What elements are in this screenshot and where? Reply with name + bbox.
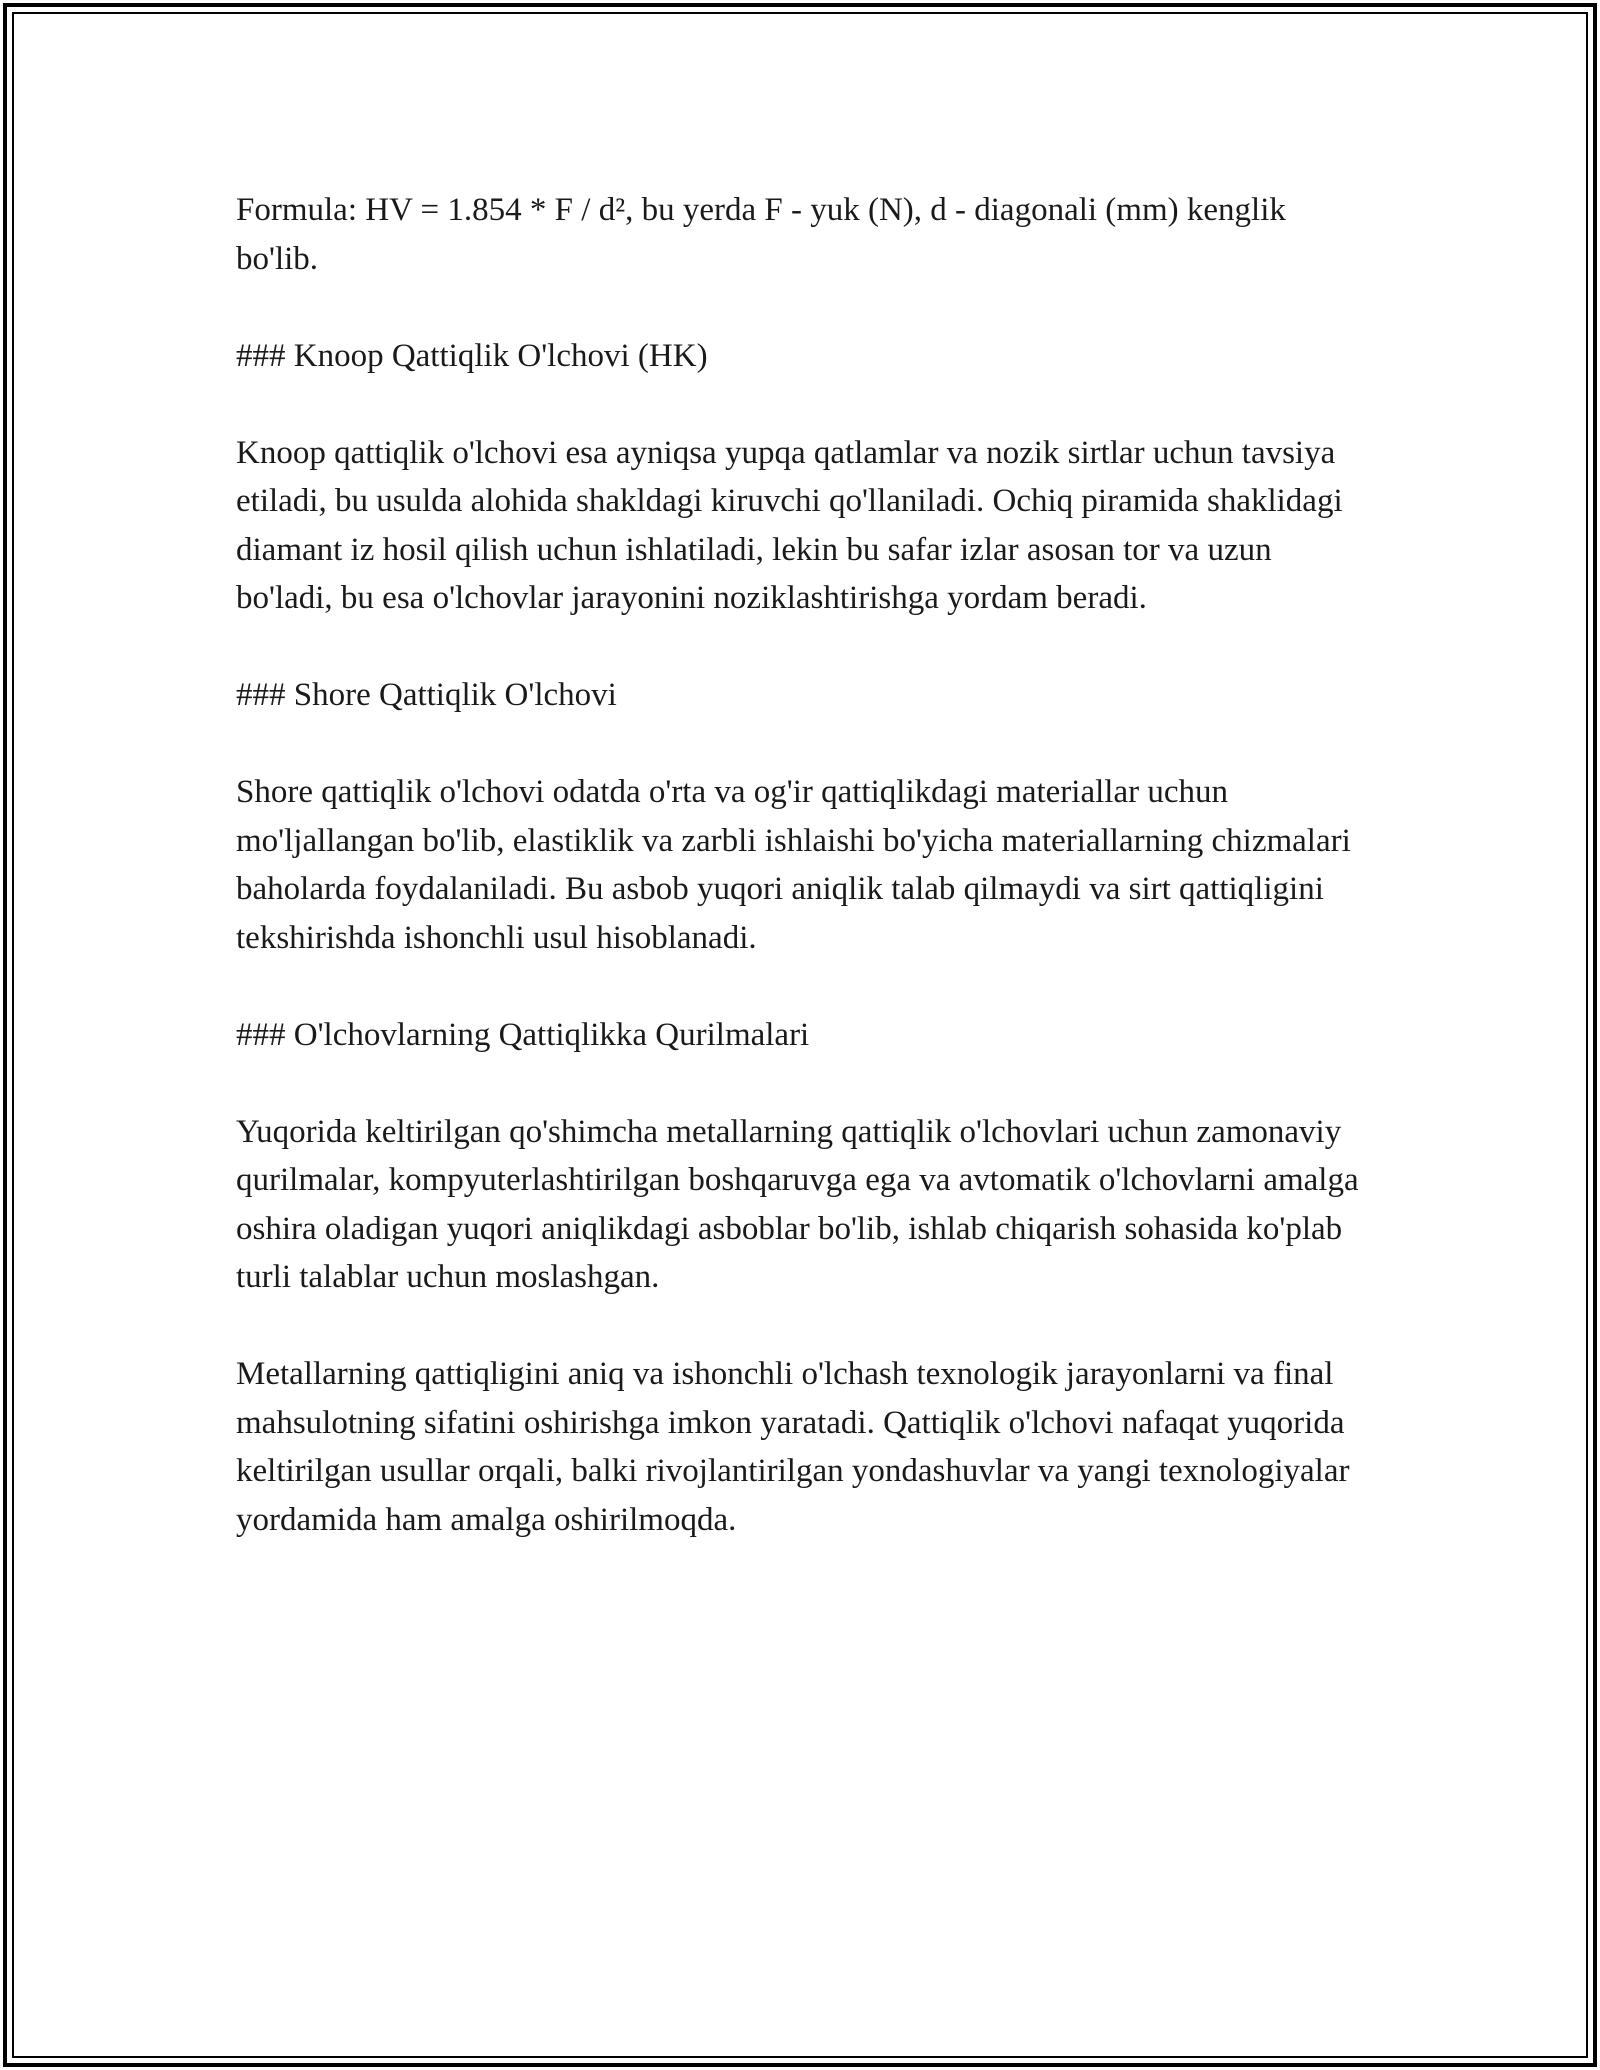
heading-shore: ### Shore Qattiqlik O'lchovi [236, 677, 617, 713]
knoop-paragraph: Knoop qattiqlik o'lchovi esa ayniqsa yupqa qatlamlar va nozik sirtlar uchun tavsiya etiladi, bu usulda alohida shakldagi kiruvchi qo'llaniladi. Ochiq piramida shaklidagi diamant iz hosil qilish uchun ishlatiladi, lekin bu safar izlar asosan tor va uzun bo'ladi, bu esa o'lchovlar jarayonini noziklashtirishga yordam beradi. [236, 434, 1343, 616]
document-body [236, 186, 1366, 1593]
devices-paragraph: Yuqorida keltirilgan qo'shimcha metallarning qattiqlik o'lchovlari uchun zamonaviy qurilmalar, kompyuterlashtirilgan boshqaruvga ega va avtomatik o'lchovlarni amalga oshira oladigan yuqori aniqlikdagi asboblar bo'lib, ishlab chiqarish sohasida ko'plab turli talablar uchun moslashgan. [236, 1113, 1359, 1295]
heading-knoop: ### Knoop Qattiqlik O'lchovi (HK) [236, 337, 708, 374]
shore-paragraph: Shore qattiqlik o'lchovi odatda o'rta va og'ir qattiqlikdagi materiallar uchun mo'ljallangan bo'lib, elastiklik va zarbli ishlaishi bo'yicha materiallarning chizmalari baholarda foydalaniladi. Bu asbob yuqori aniqlik talab qilmaydi va sirt qattiqligini tekshirishda ishonchli usul hisoblanadi. [236, 774, 1351, 956]
formula-paragraph: Formula: HV = 1.854 * F / d², bu yerda F - yuk (N), d - diagonali (mm) kenglik bo'lib. [236, 192, 1286, 277]
heading-devices: ### O'lchovlarning Qattiqlikka Qurilmalari [236, 1016, 810, 1053]
conclusion-paragraph: Metallarning qattiqligini aniq va ishonchli o'lchash texnologik jarayonlarni va final mahsulotning sifatini oshirishga imkon yaratadi. Qattiqlik o'lchovi nafaqat yuqorida keltirilgan usullar orqali, balki rivojlantirilgan yondashuvlar va yangi texnologiyalar yordamida ham amalga oshirilmoqda. [236, 1356, 1350, 1538]
